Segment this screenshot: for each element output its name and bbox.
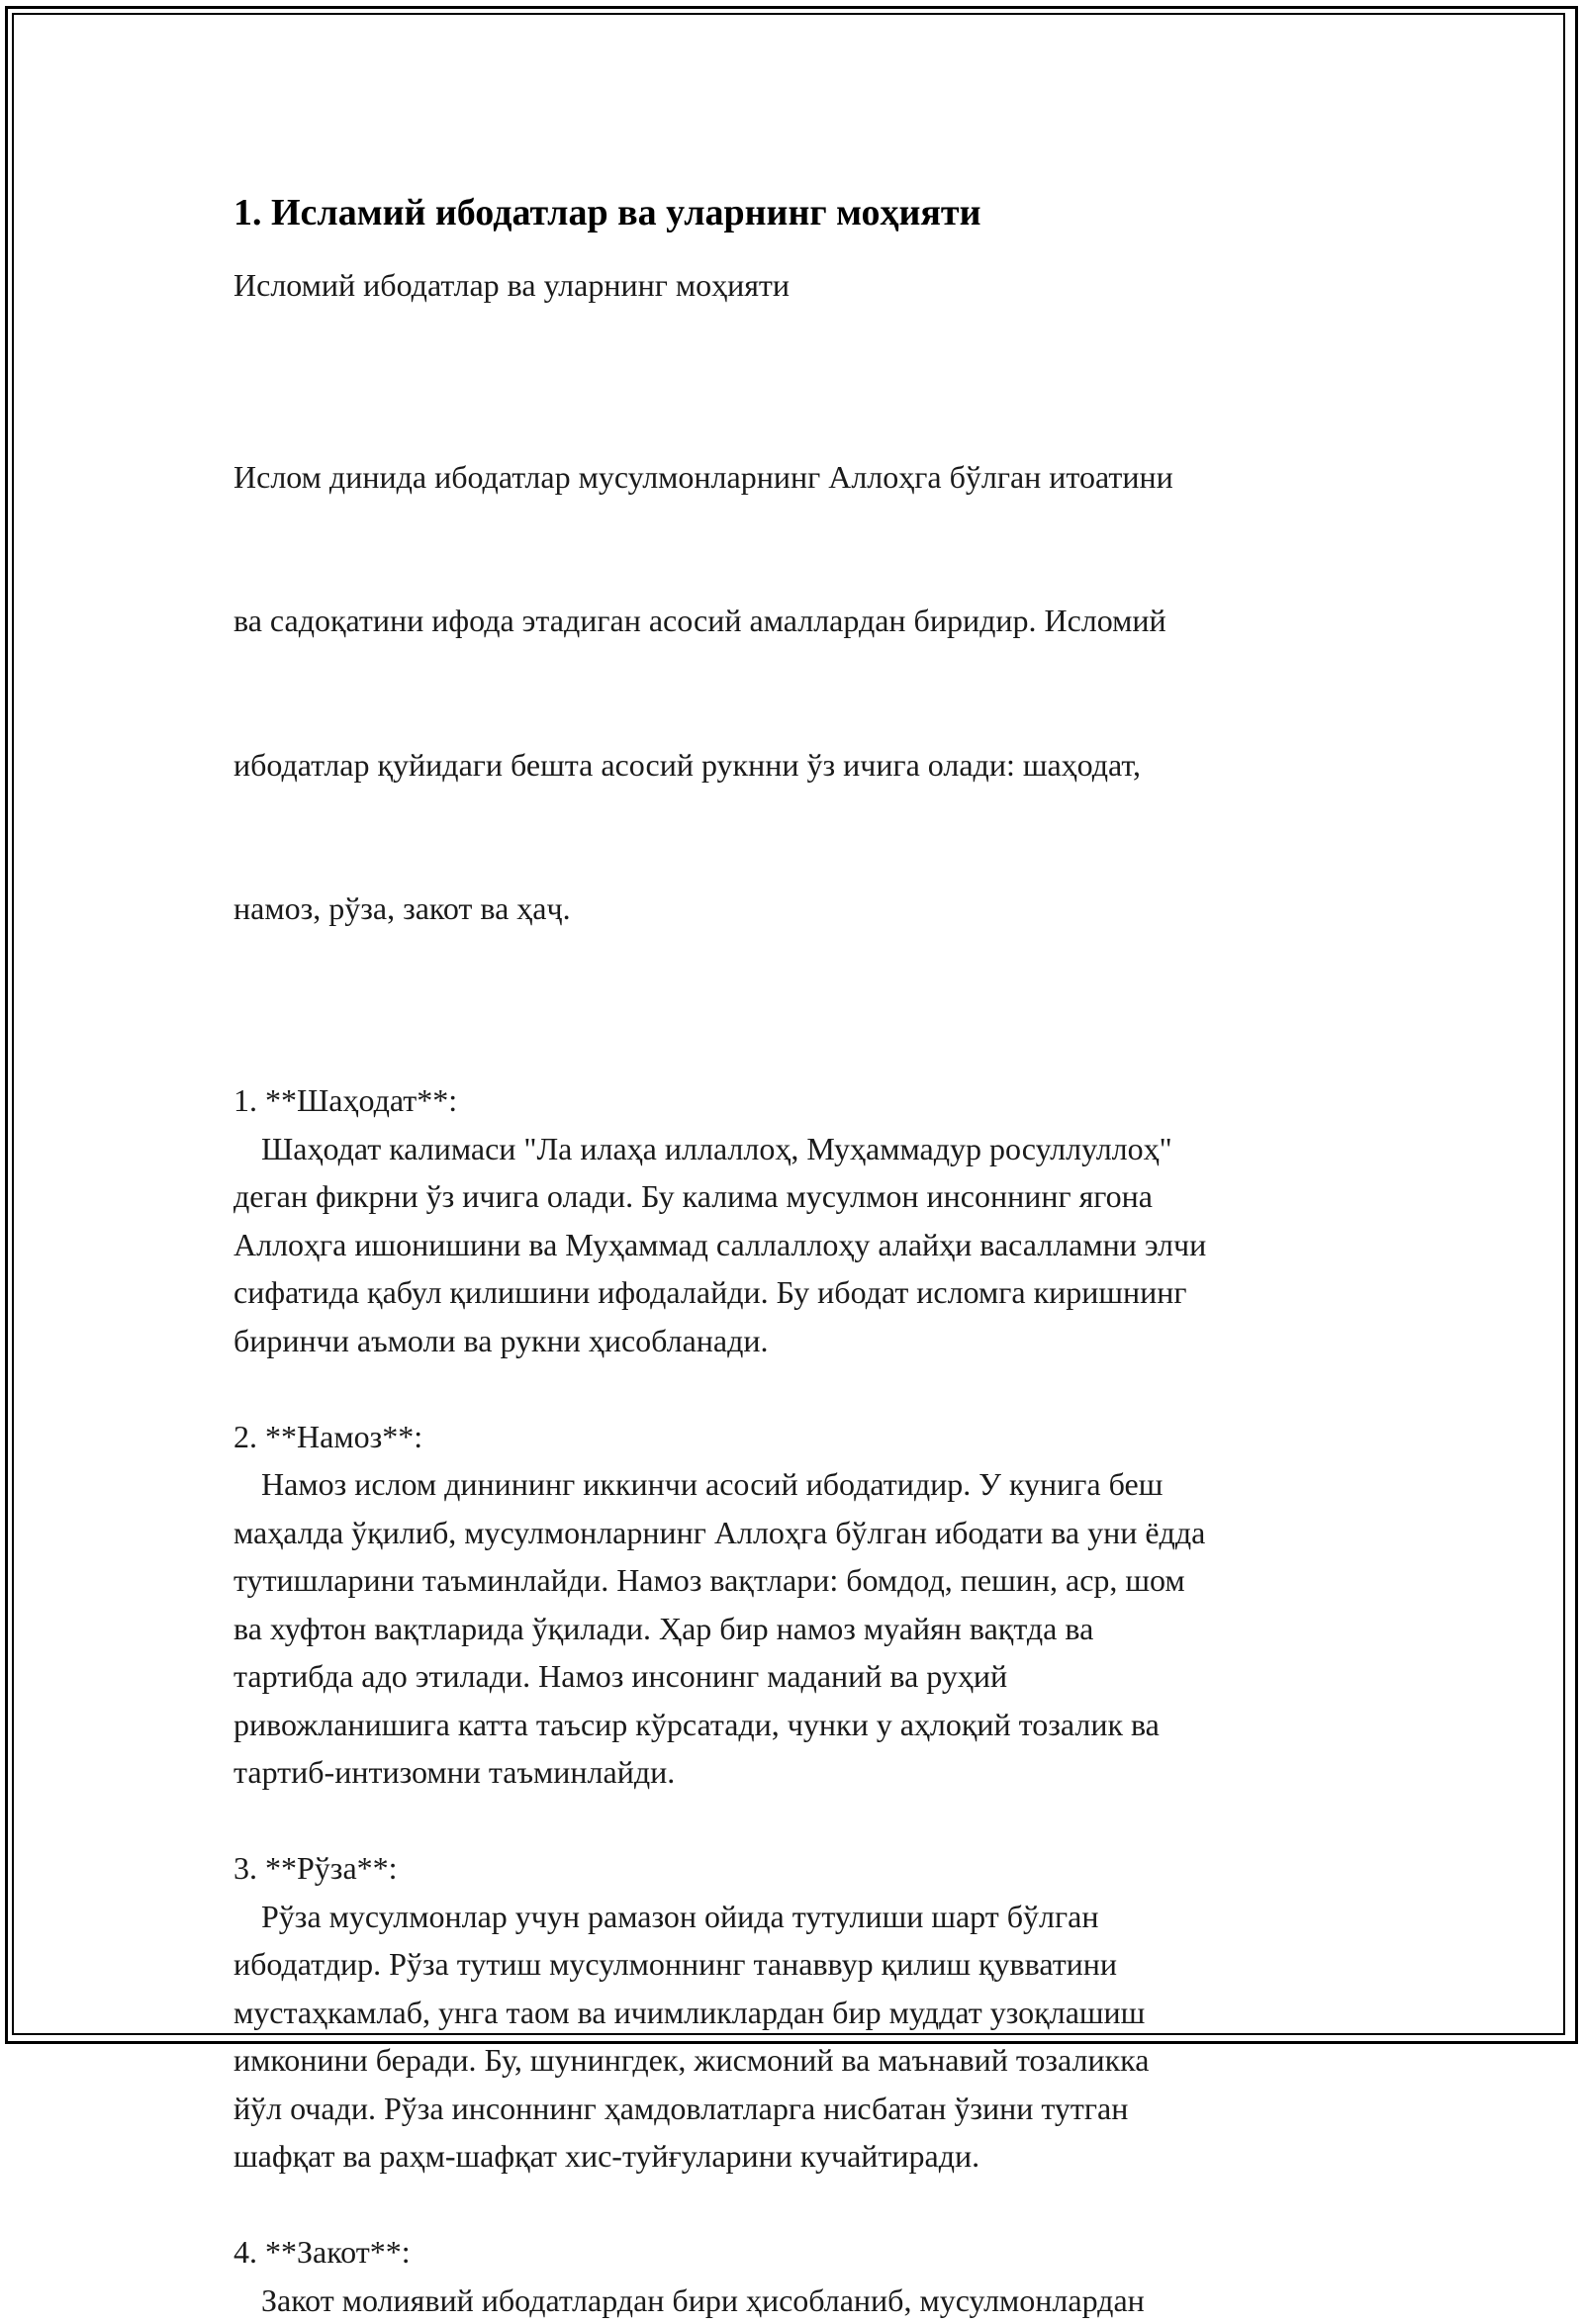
- body-line: Рўза мусулмонлар учун рамазон ойида тутулиши шарт бўлган: [233, 1893, 1401, 1941]
- intro-line: ва садоқатини ифода этадиган асосий амаллардан биридир. Исломий: [233, 597, 1401, 645]
- list-item-title: 1. **Шаҳодат**:: [233, 1076, 1401, 1125]
- document-heading: 1. Исламий ибодатлар ва уларнинг моҳияти: [233, 184, 1401, 241]
- body-line: сифатида қабул қилишини ифодалайди. Бу ибодат исломга киришнинг: [233, 1268, 1401, 1317]
- list-item-shahodat: [233, 1076, 1401, 1364]
- list-item-namoz: [233, 1413, 1401, 1797]
- body-line: тартиб-интизомни таъминлайди.: [233, 1748, 1401, 1797]
- document-subtitle: Исломий ибодатлар ва уларнинг моҳияти: [233, 261, 1401, 309]
- body-line: ибодатдир. Рўза тутиш мусулмоннинг танаввур қилиш қувватини: [233, 1940, 1401, 1989]
- body-line: маҳалда ўқилиб, мусулмонларнинг Аллоҳга бўлган ибодати ва уни ёдда: [233, 1509, 1401, 1557]
- body-line: мустаҳкамлаб, унга таом ва ичимликлардан бир муддат узоқлашиш: [233, 1989, 1401, 2037]
- body-line: деган фикрни ўз ичига олади. Бу калима мусулмон инсоннинг ягона: [233, 1172, 1401, 1221]
- body-line: имконини беради. Бу, шунингдек, жисмоний ва маънавий тозаликка: [233, 2036, 1401, 2085]
- list-item-zakot: [233, 2228, 1401, 2324]
- body-line: ва хуфтон вақтларида ўқилади. Ҳар бир намоз муайян вақтда ва: [233, 1605, 1401, 1653]
- body-line: тартибда адо этилади. Намоз инсонинг маданий ва руҳий: [233, 1652, 1401, 1701]
- list-item-ruza: [233, 1844, 1401, 2181]
- list-item-body: [233, 2277, 1401, 2324]
- body-line: шафқат ва раҳм-шафқат хис-туйғуларини кучайтиради.: [233, 2132, 1401, 2181]
- list-item-body: [233, 1893, 1401, 2181]
- body-line: тутишларини таъминлайди. Намоз вақтлари: бомдод, пешин, аср, шом: [233, 1556, 1401, 1605]
- body-line: йўл очади. Рўза инсоннинг ҳамдовлатларга нисбатан ўзини тутган: [233, 2085, 1401, 2133]
- body-line: ривожланишига катта таъсир кўрсатади, чунки у аҳлоқий тозалик ва: [233, 1701, 1401, 1749]
- list-item-title: 4. **Закот**:: [233, 2228, 1401, 2277]
- body-line: Аллоҳга ишонишини ва Муҳаммад саллаллоҳу алайҳи васалламни элчи: [233, 1221, 1401, 1269]
- list-item-body: [233, 1460, 1401, 1797]
- list-item-title: 3. **Рўза**:: [233, 1844, 1401, 1893]
- list-item-body: [233, 1125, 1401, 1365]
- intro-line: намоз, рўза, закот ва ҳаҷ.: [233, 884, 1401, 933]
- list-item-title: 2. **Намоз**:: [233, 1413, 1401, 1461]
- body-line: Шаҳодат калимаси "Ла илаҳа иллаллоҳ, Муҳаммадур росуллуллоҳ": [233, 1125, 1401, 1173]
- body-line: биринчи аъмоли ва рукни ҳисобланади.: [233, 1317, 1401, 1365]
- document-body: [233, 184, 1401, 2324]
- intro-line: ибодатлар қуйидаги бешта асосий рукнни ўз ичига олади: шаҳодат,: [233, 741, 1401, 790]
- intro-paragraph: [233, 357, 1401, 1029]
- body-line: Закот молиявий ибодатлардан бири ҳисобланиб, мусулмонлардан: [233, 2277, 1401, 2324]
- intro-line: Ислом динида ибодатлар мусулмонларнинг Аллоҳга бўлган итоатини: [233, 453, 1401, 502]
- body-line: Намоз ислом динининг иккинчи асосий ибодатидир. У кунига беш: [233, 1460, 1401, 1509]
